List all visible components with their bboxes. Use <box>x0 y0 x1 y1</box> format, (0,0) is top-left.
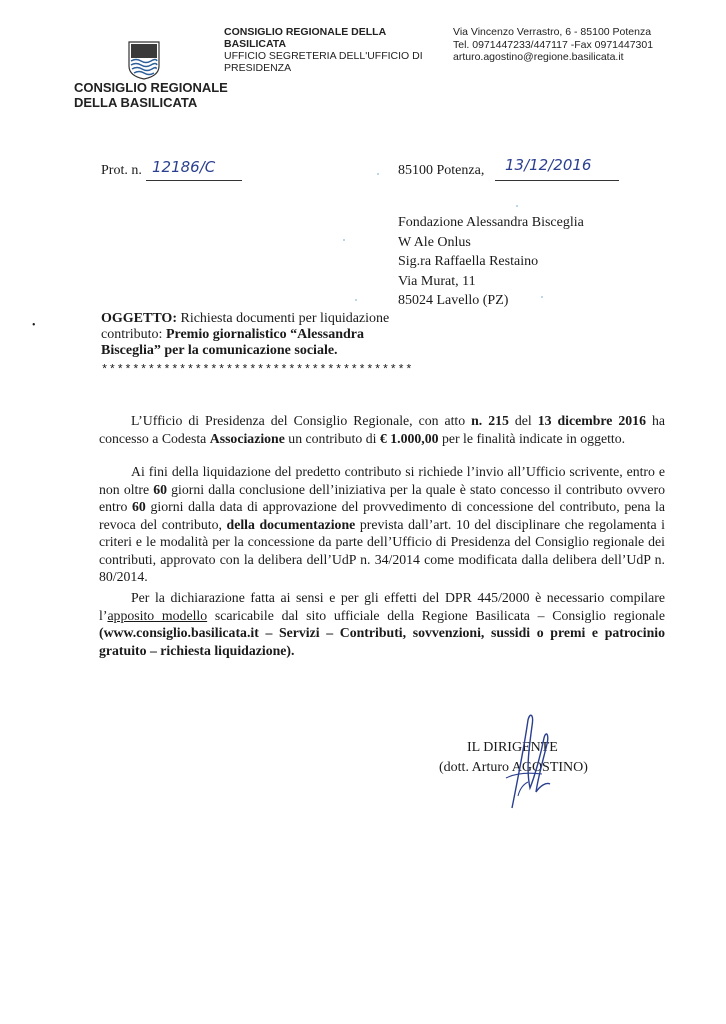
date-underline <box>495 180 619 181</box>
scan-speck <box>343 239 345 241</box>
p3-text-a: Per la dichiarazione fatta ai sensi e per gli effetti del DPR 445/2000 è necessario compilare l’ <box>99 590 665 623</box>
paragraph-3 <box>99 589 665 659</box>
paragraph-1 <box>99 412 665 447</box>
org-name-line2: DELLA BASILICATA <box>74 95 198 110</box>
p3-website-path: (www.consiglio.basilicata.it – Servizi – Contributi, sovvenzioni, sussidi o premi e patrocinio gratuito – richiesta liquidazione). <box>99 625 665 658</box>
p1-text-a: L’Ufficio di Presidenza del Consiglio Regionale, con atto <box>131 413 472 428</box>
office-heading <box>224 26 439 74</box>
recipient-line2: W Ale Onlus <box>398 234 471 250</box>
p2-days-2: 60 <box>132 499 146 514</box>
protocol-underline <box>146 180 242 181</box>
protocol-label: Prot. n. <box>101 163 142 178</box>
contact-phone: Tel. 0971447233/447117 -Fax 0971447301 <box>453 38 654 51</box>
office-line2: UFFICIO SEGRETERIA DELL'UFFICIO DI <box>224 50 423 62</box>
subject <box>101 311 411 359</box>
contact-block <box>453 26 723 64</box>
p3-text-c: scaricabile dal sito ufficiale della Regione Basilicata – Consiglio regionale <box>207 607 665 623</box>
signatory-name: (dott. Arturo AGOSTINO) <box>439 760 588 775</box>
p1-amount: € 1.000,00 <box>379 430 439 446</box>
p2-text-g: prevista dall’art. 10 del disciplinare che regolamenta i criteri e le modalità per la concessione da parte dell’Ufficio di Presidenza del Consiglio regionale dei contributi, approvato con la delibera dell’UdP n. 34/2014 come modificata dalla delibera dell’UdP n. 80/2014. <box>99 516 666 584</box>
recipient-address <box>398 213 584 311</box>
margin-dot: • <box>32 320 36 331</box>
date-handwritten: 13/12/2016 <box>505 156 592 174</box>
recipient-line4: Via Murat, 11 <box>398 273 476 289</box>
subject-separator: **************************************** <box>101 363 414 377</box>
region-emblem-icon <box>127 40 161 80</box>
p2-text-a: Ai fini della liquidazione del predetto contributo si richiede l’invio all’Ufficio scrivente, entro e non oltre <box>99 464 665 497</box>
subject-bold-title: Premio giornalistico “Alessandra Bisceglia” per la comunicazione sociale. <box>101 327 364 358</box>
protocol-number-handwritten: 12186/C <box>152 158 216 176</box>
contact-email: arturo.agostino@regione.basilicata.it <box>453 51 624 63</box>
scan-speck <box>377 173 379 175</box>
p1-act-date: 13 dicembre 2016 <box>537 413 646 428</box>
scan-speck <box>541 296 543 298</box>
contact-address: Via Vincenzo Verrastro, 6 - 85100 Potenza <box>453 26 652 38</box>
p1-text-c: del <box>508 413 538 428</box>
p1-act-number: n. 215 <box>471 413 509 428</box>
signatory-title: IL DIRIGENTE <box>467 740 558 755</box>
org-name-line1: CONSIGLIO REGIONALE <box>74 80 228 95</box>
recipient-line5: 85024 Lavello (PZ) <box>398 293 509 308</box>
p2-documentation: della documentazione <box>226 516 356 532</box>
handwritten-signature <box>484 708 564 818</box>
scan-speck <box>355 299 357 301</box>
scan-speck <box>516 205 518 207</box>
recipient-line1: Fondazione Alessandra Bisceglia <box>398 215 584 230</box>
p1-text-i: per le finalità indicate in oggetto. <box>438 430 626 446</box>
organization-name <box>74 80 234 110</box>
date-label: 85100 Potenza, <box>398 163 485 178</box>
subject-label: OGGETTO: <box>101 311 177 326</box>
p2-days-1: 60 <box>153 481 168 497</box>
subject-text: Richiesta documenti per liquidazione contributo: <box>101 311 390 342</box>
p1-text-g: un contributo di <box>284 430 380 446</box>
p1-association: Associazione <box>209 430 285 446</box>
office-line3: PRESIDENZA <box>224 62 292 74</box>
office-line1: CONSIGLIO REGIONALE DELLA BASILICATA <box>224 26 386 50</box>
p3-model-link: apposito modello <box>107 607 208 623</box>
recipient-line3: Sig.ra Raffaella Restaino <box>398 254 539 269</box>
p2-text-e: giorni dalla data di approvazione del provvedimento di concessione del contributo, pena la revoca del contributo, <box>99 499 665 532</box>
p1-text-e: ha concesso a Codesta <box>99 413 665 446</box>
paragraph-2 <box>99 463 665 586</box>
p2-text-c: giorni dalla conclusione dell’iniziativa per la quale è stato concesso il contributo ovvero entro <box>99 481 665 514</box>
